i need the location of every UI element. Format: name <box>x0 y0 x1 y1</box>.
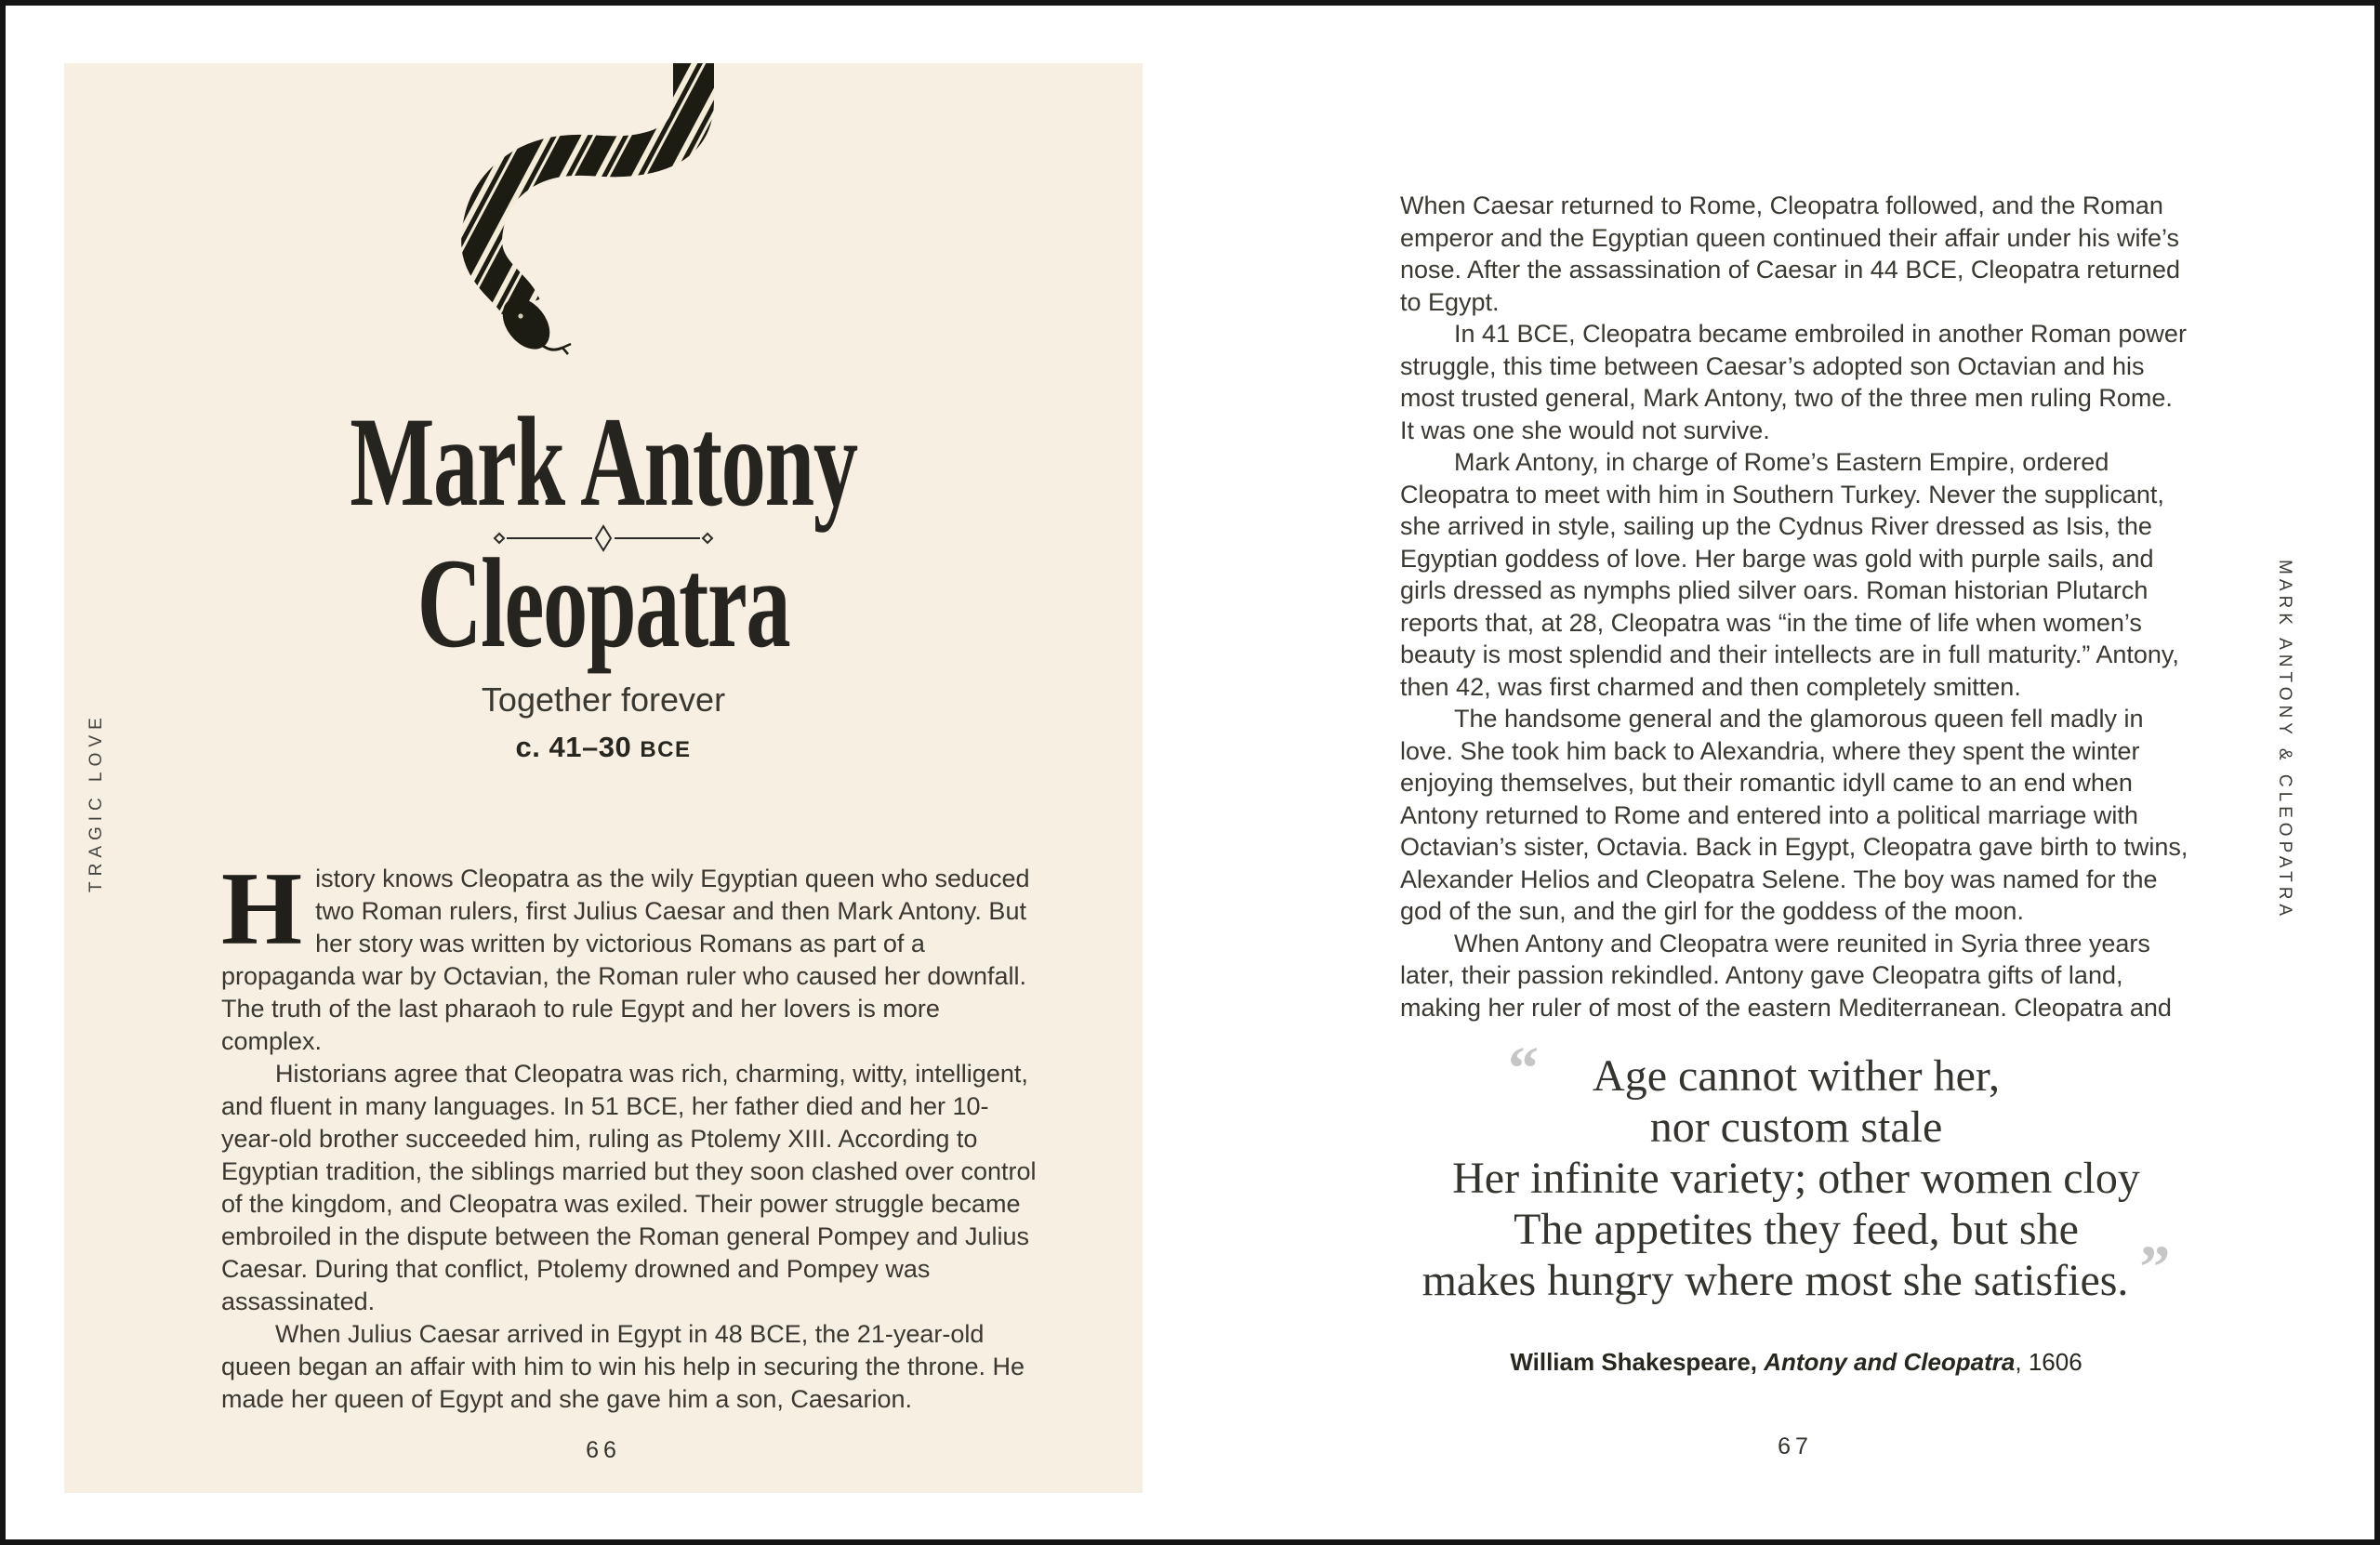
paragraph: Mark Antony, in charge of Rome’s Eastern Empire, ordered Cleopatra to meet with him in Southern Turkey. Never the supplicant, she arrived in style, sailing up the Cydnus River dressed as Isis, the Egyptian goddess of love. Her barge was gold with purple sails, and girls dressed as nymphs plied silver oars. Roman historian Plutarch reports that, at 28, Cleopatra was “in the time of life when women’s beauty is most splendid and their intellects are in full maturity.” Antony, then 42, was first charmed and then completely smitten. <box>1400 448 2179 701</box>
page-title-line1: Mark Antony <box>350 390 857 533</box>
pull-quote <box>1380 1035 2213 1306</box>
quote-line-text: makes hungry where most she satisfies. <box>1421 1256 2129 1305</box>
paragraph: When Julius Caesar arrived in Egypt in 48 BCE, the 21-year-old queen began an affair with him to win his help in securing the throne. He made her queen of Egypt and she gave him a son, Caesarion. <box>221 1320 1025 1413</box>
quote-author: William Shakespeare, <box>1510 1348 1765 1376</box>
open-quote-icon: “ <box>1508 1035 1539 1103</box>
paragraph: When Caesar returned to Rome, Cleopatra followed, and the Roman emperor and the Egyptian queen continued their affair under his wife’s nose. After the assassination of Caesar in 44 BCE, Cleopatra returned to Egypt. <box>1400 191 2180 316</box>
quote-year: , 1606 <box>2015 1348 2082 1376</box>
quote-line: nor custom stale <box>1649 1103 1943 1152</box>
drop-cap: H <box>221 852 303 967</box>
page-title-line2: Cleopatra <box>416 532 790 674</box>
quote-line: Age cannot wither her, <box>1593 1051 2000 1101</box>
paragraph <box>221 852 1038 1058</box>
paragraph: Historians agree that Cleopatra was rich, charming, witty, intelligent, and fluent in many languages. In 51 BCE, her father died and her 10-year-old brother succeeded him, ruling as Ptolemy XIII. According to Egyptian tradition, the siblings married but they soon clashed over control of the kingdom, and Cleopatra was exiled. Their power struggle became embroiled in the dispute between the Roman general Pompey and Julius Caesar. During that conflict, Ptolemy drowned and Pompey was assassinated. <box>221 1060 1037 1315</box>
quote-line: The appetites they feed, but she <box>1514 1205 2079 1254</box>
chapter-side-label: TRAGIC LOVE <box>86 712 106 892</box>
paragraph: When Antony and Cleopatra were reunited in Syria three years later, their passion rekindled. Antony gave Cleopatra gifts of land, making her ruler of most of the eastern Mediterranean. Cleopatra and <box>1400 929 2172 1022</box>
page-subtitle: Together forever <box>481 680 726 719</box>
quote-line: Her infinite variety; other women cloy <box>1452 1154 2140 1203</box>
quote-line: makes hungry where most she satisfies. ” <box>1421 1234 2171 1305</box>
spread-side-label: MARK ANTONY & CLEOPATRA <box>2275 560 2294 921</box>
page-number-right: 67 <box>1778 1433 1813 1459</box>
paragraph: In 41 BCE, Cleopatra became embroiled in another Roman power struggle, this time between Caesar’s adopted son Octavian and his most trusted general, Mark Antony, two of the three men ruling Rome. It was one she would not survive. <box>1400 320 2187 444</box>
date-range-years: c. 41–30 <box>515 731 632 763</box>
quote-work-title: Antony and Cleopatra <box>1764 1348 2016 1376</box>
quote-attribution <box>1380 1348 2213 1377</box>
page-number-left: 66 <box>586 1437 621 1463</box>
date-range <box>64 731 1143 764</box>
paragraph-text: istory knows Cleopatra as the wily Egyptian queen who seduced two Roman rulers, first Julius Caesar and then Mark Antony. But her story was written by victorious Romans as part of a propaganda war by Octavian, the Roman ruler who caused her downfall. The truth of the last pharaoh to rule Egypt and her lovers is more complex. <box>221 865 1030 1055</box>
left-page-body <box>221 852 1038 1416</box>
snake-illustration <box>441 63 729 435</box>
date-range-era: BCE <box>640 737 692 762</box>
left-page <box>64 63 1143 1493</box>
right-page-body <box>1400 190 2192 1023</box>
paragraph: The handsome general and the glamorous queen fell madly in love. She took him back to Alexandria, where they spent the winter enjoying themselves, but their romantic idyll came to an end when Antony returned to Rome and entered into a political marriage with Octavian’s sister, Octavia. Back in Egypt, Cleopatra gave birth to twins, Alexander Helios and Cleopatra Selene. The boy was named for the god of the sun, and the girl for the goddess of the moon. <box>1400 705 2188 925</box>
